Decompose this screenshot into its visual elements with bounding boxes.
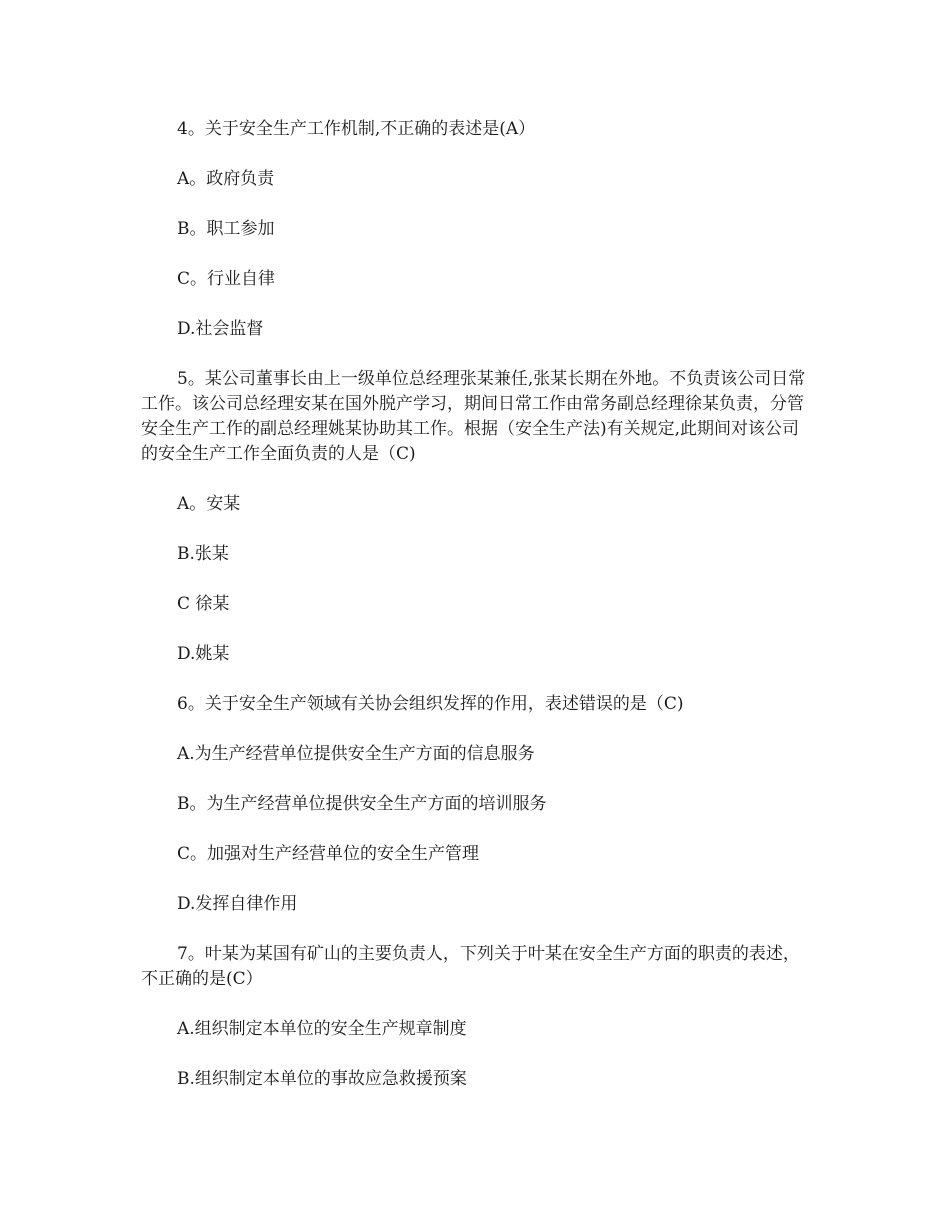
question-6-option-d: D.发挥自律作用: [177, 894, 298, 914]
question-5-option-b: B.张某: [177, 544, 229, 564]
question-6-stem: 6。关于安全生产领域有关协会组织发挥的作用，表述错误的是（C): [177, 694, 684, 714]
document-body: [141, 117, 816, 1117]
question-4-stem: 4。关于安全生产工作机制,不正确的表述是(A）: [177, 119, 536, 139]
question-5-option-d: D.姚某: [177, 644, 230, 664]
question-5-option-c: C 徐某: [177, 594, 230, 614]
question-4-option-a: A。政府负责: [177, 169, 275, 189]
question-5-option-a: A。安某: [177, 494, 241, 514]
question-4-option-b: B。职工参加: [177, 219, 275, 239]
question-6-option-c: C。加强对生产经营单位的安全生产管理: [177, 844, 480, 864]
question-7-option-b: B.组织制定本单位的事故应急救援预案: [177, 1069, 467, 1089]
question-5-stem: 5。某公司董事长由上一级单位总经理张某兼任,张某长期在外地。不负责该公司日常工作。该公司总经理安某在国外脱产学习，期间日常工作由常务副总经理徐某负责，分管安全生产工作的副总经理姚某协助其工作。根据（安全生产法)有关规定,此期间对该公司的安全生产工作全面负责的人是（C): [141, 369, 806, 464]
question-4-option-c: C。行业自律: [177, 269, 276, 289]
question-7-stem: 7。叶某为某国有矿山的主要负责人，下列关于叶某在安全生产方面的职责的表述，不正确的是(C）: [141, 944, 800, 989]
question-4-option-d: D.社会监督: [177, 319, 264, 339]
question-6-option-a: A.为生产经营单位提供安全生产方面的信息服务: [177, 744, 535, 764]
question-7-option-a: A.组织制定本单位的安全生产规章制度: [177, 1019, 467, 1039]
question-6-option-b: B。为生产经营单位提供安全生产方面的培训服务: [177, 794, 547, 814]
